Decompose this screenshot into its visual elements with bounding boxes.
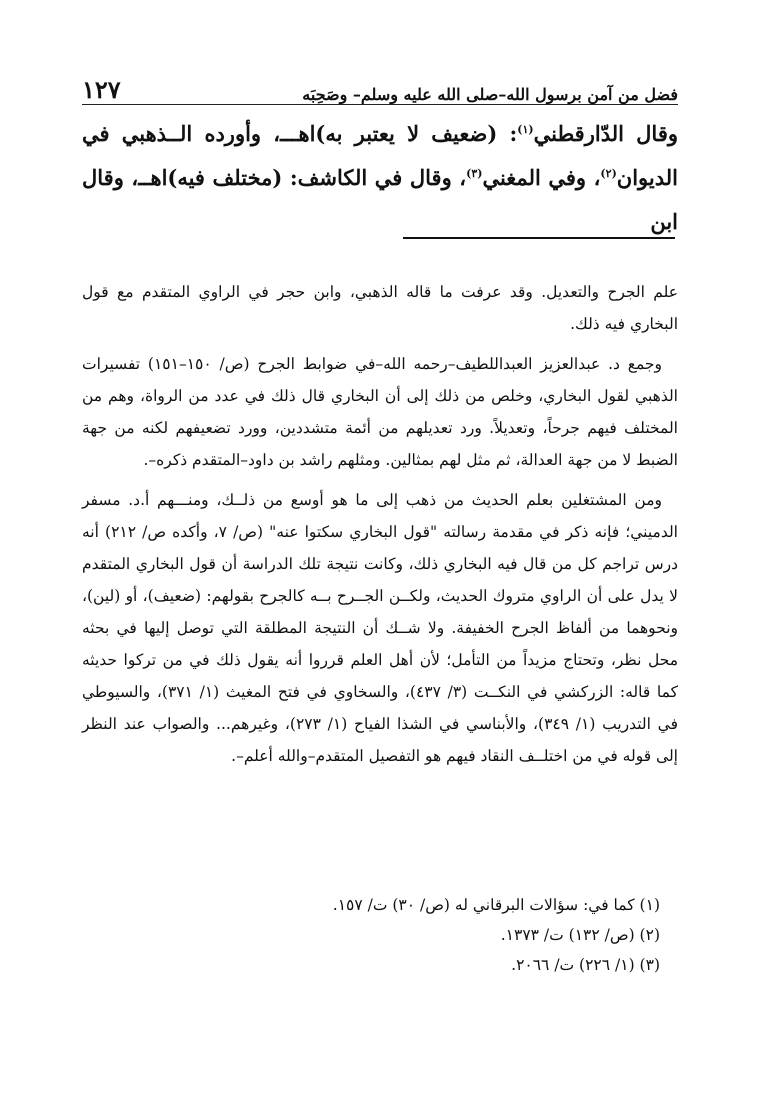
footnote-continuation [82, 276, 678, 772]
footnote-separator [403, 237, 675, 239]
continuation-paragraph-1: علم الجرح والتعديل. وقد عرفت ما قاله الذهبي، وابن حجر في الراوي المتقدم مع قول البخاري فيه ذلك. [82, 283, 678, 333]
main-text-part-3: ، وفي المغني [482, 165, 601, 190]
main-body-text [82, 112, 678, 244]
continuation-paragraph-2: وجمع د. عبدالعزيز العبداللطيف–رحمه الله–في ضوابط الجرح (ص/ ١٥٠–١٥١) تفسيرات الذهبي لقول البخاري، وخلص من ذلك إلى أن البخاري قال ذلك في عدد من الرواة، وهم من المختلف فيهم جرحاً، وتعديلاً. ورد تعديلهم من أئمة متشددين، وورد تضعيفهم لكنه من جهة الضبط لا من جهة العدالة، ثم مثل لهم بمثالين. ومثلهم راشد بن داود–المتقدم ذكره–. [82, 355, 678, 469]
main-text-part-1: وقال الدّارقطني [533, 121, 678, 146]
footnote-2: (٢) (ص/ ١٣٢) ت/ ١٣٧٣. [500, 926, 660, 944]
main-text-part-4: ، وقال في الكاشف: (مختلف فيه)اهــ، وقال ابن [82, 165, 678, 234]
footnote-1: (١) كما في: سؤالات البرقاني له (ص/ ٣٠) ت/ ١٥٧. [332, 896, 660, 914]
running-title: فضل من آمن برسول الله–صلى الله عليه وسلم– وصَحِبَه [302, 85, 678, 104]
footnote-3: (٣) (١/ ٢٢٦) ت/ ٢٠٦٦. [511, 956, 660, 974]
footnote-ref-1: (١) [517, 123, 534, 136]
page-header [82, 70, 678, 104]
footnotes-list [82, 890, 660, 980]
footnote-ref-2: (٢) [600, 167, 617, 180]
main-text-part-2: : (ضعيف لا يعتبر به)اهـــ، وأورده الــذهبي في الديوان [82, 121, 678, 190]
continuation-paragraph-3: ومن المشتغلين بعلم الحديث من ذهب إلى ما هو أوسع من ذلــك، ومنـــهم أ.د. مسفر الدميني؛ فإنه ذكر في مقدمة رسالته "قول البخاري سكتوا عنه" (ص/ ٧، وأكده ص/ ٢١٢) أنه درس تراجم كل من قال فيه البخاري ذلك، وكانت نتيجة تلك الدراسة أن قول البخاري المتقدم لا يدل على أن الراوي متروك الحديث، ولكــن الجــرح بــه كالجرح بقولهم: (ضعيف)، أو (لين)، ونحوهما من ألفاظ الجرح الخفيفة. ولا شــك أن النتيجة المطلقة التي توصل إليها في بحثه محل نظر، وتحتاج مزيداً من التأمل؛ لأن أهل العلم قرروا أنه يقول ذلك في من تركوا حديثه كما قاله: الزركشي في النكــت (٣/ ٤٣٧)، والسخاوي في فتح المغيث (١/ ٣٧١)، والسيوطي في التدريب (١/ ٣٤٩)، والأبناسي في الشذا الفياح (١/ ٢٧٣)، وغيرهم... والصواب عند النظر إلى قوله في من اختلــف النقاد فيهم هو التفصيل المتقدم–والله أعلم–. [82, 491, 679, 765]
page-number: ١٢٧ [82, 75, 121, 104]
header-rule [82, 104, 678, 105]
footnote-ref-3: (٣) [466, 167, 483, 180]
